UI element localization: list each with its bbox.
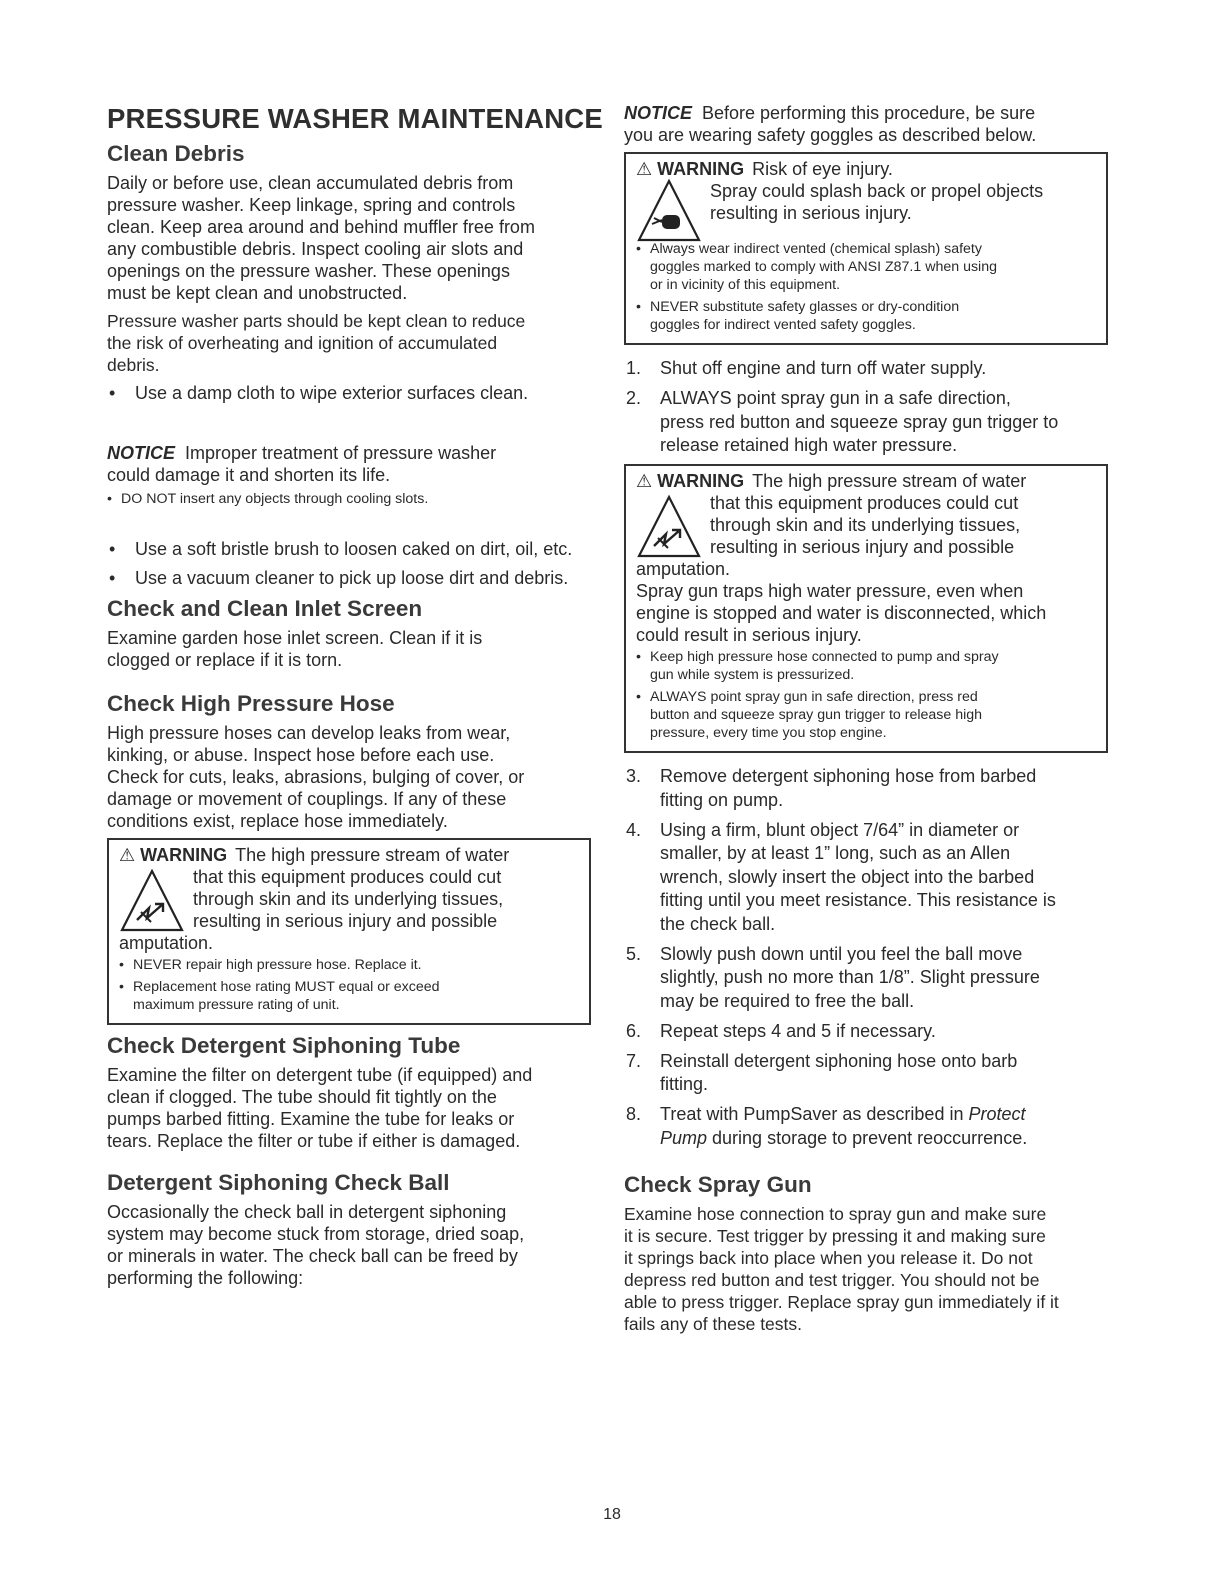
step-item: 1. Shut off engine and turn off water supply. bbox=[626, 358, 987, 378]
warning-box-spray: ⚠ WARNING The high pressure stream of water that this equipment produces could cut through skin and its underlying tissues, resulting in serious injury and possible amputation. Spray gun traps high water pressure, even when engine is stopped and water is disconnected, which could result in serious injury. • Keep high pressure hose connected to pump and spray gun while system is pressurized. • ALWAYS point spray gun in safe direction, press red button and squeeze spray gun trigger to release high pressure, every time you stop engine. bbox=[624, 464, 1108, 753]
steps-list-b bbox=[624, 765, 1108, 1150]
spray-gun-paragraph: Examine hose connection to spray gun and make sure it is secure. Test trigger by pressing it and making sure it springs back into place when you release it. Do not depress red button and test trigger. You should not be able to press trigger. Replace spray gun immediately if it fails any of these tests. bbox=[624, 1203, 1059, 1334]
page-title: PRESSURE WASHER MAINTENANCE bbox=[107, 103, 603, 134]
warning-box-eye: ⚠ WARNING Risk of eye injury. Spray could splash back or propel objects resulting in serious injury. • Always wear indirect vented (chemical splash) safety goggles marked to comply with ANSI Z87.1 when using or in vicinity of this equipment. • NEVER substitute safety glasses or dry-condition goggles for indirect vented safety goggles. bbox=[624, 152, 1108, 345]
warning-bullet: • ALWAYS point spray gun in safe direction, press red button and squeeze spray gun trigger to release high pressure, every time you stop engine. bbox=[636, 688, 1098, 742]
warning-label: WARNING bbox=[140, 844, 228, 865]
step-item: 6. Repeat steps 4 and 5 if necessary. bbox=[626, 1020, 936, 1041]
inlet-screen-paragraph: Examine garden hose inlet screen. Clean if it is clogged or replace if it is torn. bbox=[107, 628, 483, 670]
notice-right: NOTICE Before performing this procedure, be sure you are wearing safety goggles as described below. bbox=[624, 103, 1037, 145]
notice-bullet: • DO NOT insert any objects through cooling slots. bbox=[107, 490, 591, 508]
spray-gun-heading: Check Spray Gun bbox=[624, 1172, 812, 1197]
bullet-vacuum: • Use a vacuum cleaner to pick up loose dirt and debris. bbox=[107, 567, 591, 589]
right-column bbox=[624, 96, 1108, 1341]
notice-label: NOTICE bbox=[107, 443, 176, 464]
page-number: 18 bbox=[603, 1506, 621, 1523]
siphoning-tube-paragraph: Examine the filter on detergent tube (if equipped) and clean if clogged. The tube should fit tightly on the pumps barbed fitting. Examine the tube for leaks or tears. Replace the filter or tube if either is damaged. bbox=[107, 1064, 533, 1151]
step-item: 7. Reinstall detergent siphoning hose onto barb fitting. bbox=[626, 1050, 1018, 1094]
warning-bullet: • Always wear indirect vented (chemical splash) safety goggles marked to comply with ANSI Z87.1 when using or in vicinity of this equipment. bbox=[636, 240, 1098, 294]
steps-list-a bbox=[624, 357, 1108, 458]
warning-small-icon: ⚠ bbox=[636, 471, 653, 491]
warning-bullet: • Replacement hose rating MUST equal or exceed maximum pressure rating of unit. bbox=[119, 978, 581, 1014]
warning-label: WARNING bbox=[657, 471, 745, 491]
step-item: 4. Using a firm, blunt object 7/64” in diameter or smaller, by at least 1” long, such as an Allen wrench, slowly insert the object into the barbed fitting until you meet resistance. This resistance is the check ball. bbox=[626, 819, 1056, 934]
high-pressure-hazard-icon bbox=[119, 868, 185, 934]
step-item: 8. Treat with PumpSaver as described in Protect Pump during storage to prevent reoccurrence. bbox=[626, 1104, 1028, 1148]
warning-bullet: • NEVER substitute safety glasses or dry-condition goggles for indirect vented safety goggles. bbox=[636, 298, 1098, 334]
high-pressure-hazard-icon bbox=[636, 494, 702, 560]
clean-debris-heading: Clean Debris bbox=[107, 141, 245, 167]
warning-small-icon: ⚠ bbox=[636, 159, 653, 179]
check-ball-paragraph: Occasionally the check ball in detergent siphoning system may become stuck from storage, dried soap, or minerals in water. The check ball can be freed by performing the following: bbox=[107, 1201, 525, 1288]
hose-heading: Check High Pressure Hose bbox=[107, 691, 395, 716]
bullet-soft-brush: • Use a soft bristle brush to loosen caked on dirt, oil, etc. bbox=[107, 538, 591, 560]
clean-debris-paragraph: Daily or before use, clean accumulated debris from pressure washer. Keep linkage, spring and controls clean. Keep area around and behind muffler free from any combustible debris. Inspect cooling air slots and openings on the pressure washer. These openings must be kept clean and unobstructed. bbox=[107, 173, 535, 304]
step-item: 3. Remove detergent siphoning hose from barbed fitting on pump. bbox=[626, 766, 1037, 810]
parts-clean-paragraph: Pressure washer parts should be kept clean to reduce the risk of overheating and ignition of accumulated debris. bbox=[107, 311, 526, 376]
warning-bullet: • NEVER repair high pressure hose. Replace it. bbox=[119, 956, 581, 974]
notice-left: NOTICE Improper treatment of pressure washer could damage it and shorten its life. • DO NOT insert any objects through cooling slots. bbox=[107, 442, 591, 508]
siphoning-tube-heading: Check Detergent Siphoning Tube bbox=[107, 1032, 461, 1058]
hose-paragraph: High pressure hoses can develop leaks from wear, kinking, or abuse. Inspect hose before each use. Check for cuts, leaks, abrasions, bulging of cover, or damage or movement of couplings. If any of these conditions exist, replace hose immediately. bbox=[107, 722, 525, 831]
check-ball-heading: Detergent Siphoning Check Ball bbox=[107, 1169, 450, 1195]
warning-bullet: • Keep high pressure hose connected to pump and spray gun while system is pressurized. bbox=[636, 648, 1098, 684]
bullet-damp-cloth: • Use a damp cloth to wipe exterior surfaces clean. bbox=[107, 382, 591, 404]
warning-label: WARNING bbox=[657, 159, 745, 179]
warning-small-icon: ⚠ bbox=[119, 844, 136, 865]
left-column bbox=[107, 96, 603, 1295]
eye-hazard-icon bbox=[636, 178, 702, 244]
step-item: 2. ALWAYS point spray gun in a safe direction, press red button and squeeze spray gun trigger to release retained high water pressure. bbox=[626, 388, 1059, 455]
warning-box-hose: ⚠ WARNING The high pressure stream of water that this equipment produces could cut through skin and its underlying tissues, resulting in serious injury and possible amputation. • NEVER repair high pressure hose. Replace it. • Replacement hose rating MUST equal or exceed maximum pressure rating of unit. bbox=[107, 838, 591, 1025]
step-item: 5. Slowly push down until you feel the ball move slightly, push no more than 1/8”. Slight pressure may be required to free the ball. bbox=[626, 943, 1040, 1011]
notice-label: NOTICE bbox=[624, 103, 693, 123]
inlet-screen-heading: Check and Clean Inlet Screen bbox=[107, 596, 423, 622]
